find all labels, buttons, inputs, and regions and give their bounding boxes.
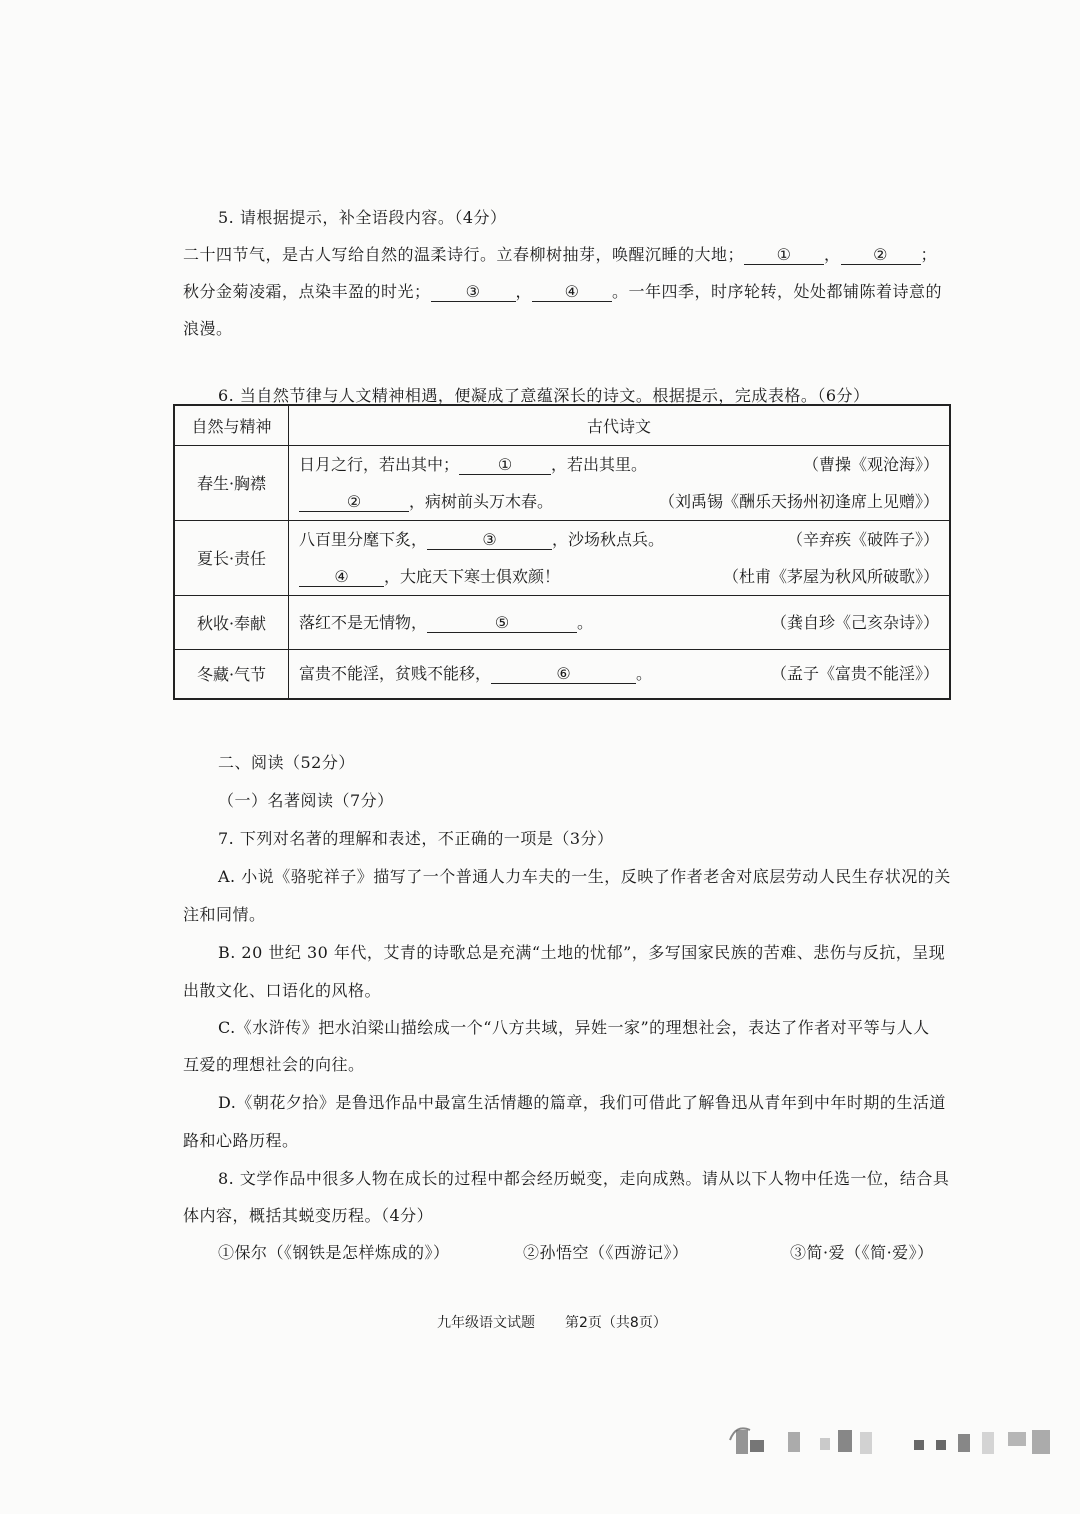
q7-option-d-cont: 路和心路历程。 (183, 1131, 299, 1150)
poem-line (289, 596, 949, 649)
q5-sep1: ， (824, 245, 841, 264)
section2-title: 二、阅读（52分） (218, 753, 355, 772)
q7-option-a-cont: 注和同情。 (183, 905, 266, 924)
q5-end1: ； (920, 245, 938, 264)
q5-line2b: 。一年四季，时序轮转，处处都铺陈着诗意的 (612, 282, 943, 301)
q7-title: 7. 下列对名著的理解和表述，不正确的一项是（3分） (218, 829, 614, 848)
row-category: 春生·胸襟 (174, 445, 289, 520)
q8-line1: 8. 文学作品中很多人物在成长的过程中都会经历蜕变，走向成熟。请从以下人物中任选一位，结合具 (218, 1169, 950, 1188)
poem-source: （刘禹锡《酬乐天扬州初逢席上见赠》） (658, 491, 939, 511)
poetry-table (173, 404, 951, 700)
poetry-blank-5[interactable]: ⑤ (427, 614, 577, 633)
table-row (174, 649, 950, 699)
row-category: 夏长·责任 (174, 520, 289, 595)
poem-line (289, 558, 949, 595)
q5-line1-text: 二十四节气，是古人写给自然的温柔诗行。立春柳树抽芽，唤醒沉睡的大地； (183, 245, 745, 264)
poetry-blank-2[interactable]: ② (299, 493, 409, 512)
footer-subject: 九年级语文试题 (437, 1315, 535, 1331)
poem-source: （杜甫《茅屋为秋风所破歌》） (722, 566, 939, 586)
q7-option-d[interactable]: D.《朝花夕拾》是鲁迅作品中最富生活情趣的篇章，我们可借此了解鲁迅从青年到中年时期的生活道 (218, 1093, 946, 1112)
poem-post: 。 (636, 663, 653, 683)
q5-blank-3[interactable]: ③ (431, 283, 516, 302)
poem-source: （辛弃疾《破阵子》） (786, 529, 939, 549)
q5-sep2: ， (515, 282, 533, 301)
section2-sub: （一）名著阅读（7分） (218, 791, 394, 810)
watermark-icon (728, 1422, 1058, 1458)
q6-title: 6. 当自然节律与人文精神相遇，便凝成了意蕴深长的诗文。根据提示，完成表格。（6分） (218, 386, 870, 405)
poetry-blank-3[interactable]: ③ (427, 531, 552, 550)
poem-pre: 日月之行，若出其中； (299, 454, 460, 474)
q7-option-a[interactable]: A. 小说《骆驼祥子》描写了一个普通人力车夫的一生，反映了作者老舍对底层劳动人民生存状况的关 (218, 867, 951, 886)
q5-line2a: 秋分金菊凌霜，点染丰盈的时光； (183, 282, 431, 301)
poem-line (289, 650, 949, 698)
table-header-category: 自然与精神 (174, 405, 289, 445)
q5-blank-1[interactable]: ① (744, 246, 824, 265)
poem-line (289, 446, 949, 483)
footer-page: 第2页（共8页） (565, 1315, 667, 1331)
poetry-blank-1[interactable]: ① (459, 456, 551, 475)
poem-post: ，若出其里。 (551, 454, 648, 474)
poetry-blank-4[interactable]: ④ (299, 568, 384, 587)
row-category: 冬藏·气节 (174, 649, 289, 699)
poem-line (289, 521, 949, 558)
q5-line3: 浪漫。 (183, 319, 233, 338)
q8-option-2[interactable]: ②孙悟空（《西游记》） (523, 1243, 689, 1262)
poem-pre: 八百里分麾下炙， (299, 529, 428, 549)
poem-source: （孟子《富贵不能淫》） (770, 663, 939, 683)
q5-line1 (183, 242, 937, 265)
q8-option-1[interactable]: ①保尔（《钢铁是怎样炼成的》） (218, 1243, 450, 1262)
poetry-blank-6[interactable]: ⑥ (491, 665, 636, 684)
poem-post: ，病树前头万木春。 (409, 491, 554, 511)
q7-option-b-cont: 出散文化、口语化的风格。 (183, 981, 382, 1000)
row-category: 秋收·奉献 (174, 595, 289, 649)
q5-blank-2[interactable]: ② (841, 246, 921, 265)
q7-option-b[interactable]: B. 20 世纪 30 年代，艾青的诗歌总是充满“土地的忧郁”，多写国家民族的苦难、悲伤与反抗，呈现 (218, 943, 946, 962)
table-header-poetry: 古代诗文 (289, 405, 951, 445)
poem-pre: 富贵不能淫，贫贱不能移， (299, 663, 492, 683)
poem-post: 。 (577, 612, 594, 632)
q5-blank-4[interactable]: ④ (532, 283, 612, 302)
poem-post: ，大庇天下寒士俱欢颜！ (384, 566, 561, 586)
table-row (174, 520, 950, 595)
table-row (174, 595, 950, 649)
q7-option-c[interactable]: C.《水浒传》把水泊梁山描绘成一个“八方共域，异姓一家”的理想社会，表达了作者对平等与人人 (218, 1018, 930, 1037)
table-row (174, 445, 950, 520)
poem-source: （曹操《观沧海》） (802, 454, 939, 474)
poem-pre: 落红不是无情物， (299, 612, 428, 632)
page-footer (437, 1312, 697, 1332)
poem-post: ，沙场秋点兵。 (552, 529, 665, 549)
poem-line (289, 483, 949, 520)
q8-option-3[interactable]: ③简·爱（《简·爱》） (790, 1243, 934, 1262)
q5-title: 5. 请根据提示，补全语段内容。（4分） (218, 208, 507, 227)
q5-line2 (183, 279, 942, 302)
poem-source: （龚自珍《己亥杂诗》） (770, 612, 939, 632)
q7-option-c-cont: 互爱的理想社会的向往。 (183, 1055, 365, 1074)
q8-line2: 体内容，概括其蜕变历程。（4分） (183, 1206, 434, 1225)
